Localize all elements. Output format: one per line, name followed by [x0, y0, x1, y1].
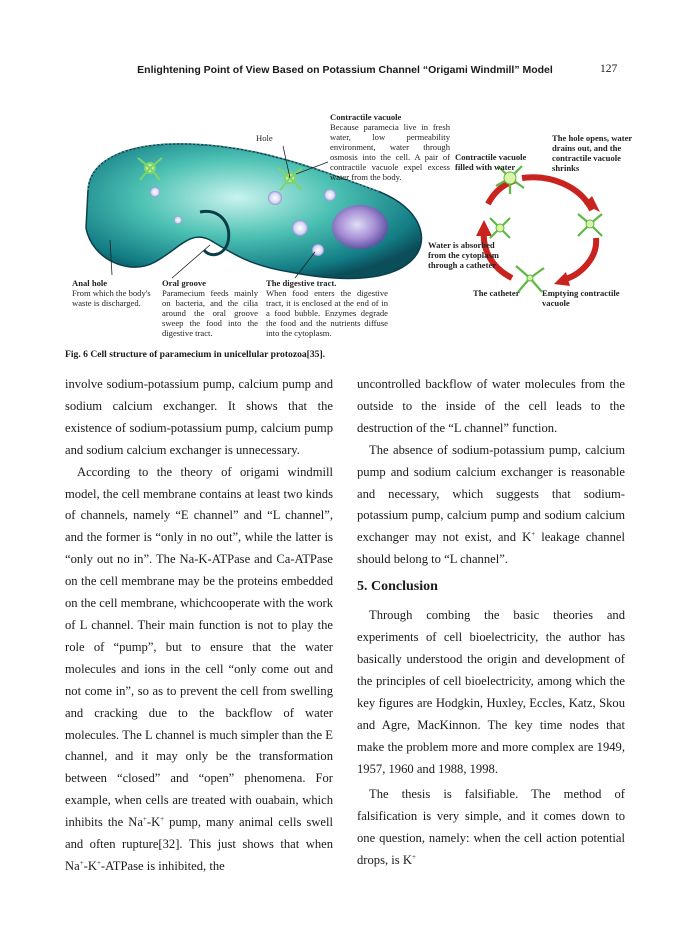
label-digestive-tract [266, 278, 388, 338]
label-anal-hole [72, 278, 160, 308]
figure-caption: Fig. 6 Cell structure of paramecium in unicellular protozoa[35]. [65, 349, 326, 360]
label-digestive-text: When food enters the digestive tract, it is enclosed at the end of in a food bubble. Enzymes degrade the food and the nutrients diffuse into the cytoplasm. [266, 288, 388, 338]
paragraph: The thesis is falsifiable. The method of falsification is very simple, and it comes down to one question, namely: when the cell action potential drops, is K+ [357, 787, 625, 868]
right-column [357, 374, 625, 872]
paragraph: The absence of sodium-potassium pump, calcium pump and sodium calcium exchanger is reasonable and necessary, which suggests that sodium-potassium pump, calcium pump and sodium calcium exchanger may not exist, and K+ leakage channel should belong to “L channel”. [357, 442, 625, 567]
label-oral-groove [162, 278, 258, 338]
label-contractile-title: Contractile vacuole [330, 112, 402, 122]
macronucleus [332, 205, 388, 249]
vacuole-cycle-diagram [476, 166, 602, 292]
label-catheter: The catheter [473, 288, 520, 298]
paragraph: uncontrolled backflow of water molecules from the outside to the inside of the cell leads to the destruction of the “L channel” function. [357, 377, 625, 435]
label-contractile-vacuole [330, 112, 450, 182]
label-contractile-text: Because paramecia live in fresh water, low permeability environment, water through osmosis into the cell. A pair of contractile vacuole expel excess water from the body. [330, 122, 450, 182]
label-digestive-title: The digestive tract. [266, 278, 337, 288]
paragraph: According to the theory of origami windmill model, the cell membrane contains at least two kinds of channels, namely “E channel” and “L channel”, and the former is “only in no out”, while the latter is “only out no in”. The Na-K-ATPase and Ca-ATPase on the cell membrane may be the proteins embedded on the cell membrane, whichcooperate with the work of L channel. Their main function is not to play the role of “pump”, but to ensure that the water molecules and ions in the cell “only come out and not come in”, so as to prevent the cell from swelling and cracking due to the backflow of water molecules. The L channel is much simpler than the E channel, and it may only be the transformation between “closed” and “open” phenomena. For example, when cells are treated with ouabain, which inhibits the Na+-K+ pump, many animal cells swell and often rupture[32]. This just shows that when Na+-K+-ATPase is inhibited, the [65, 464, 333, 873]
label-hole-opens: The hole opens, water drains out, and the contractile vacuole shrinks [552, 133, 633, 173]
label-oral-title: Oral groove [162, 278, 206, 288]
label-hole: Hole [256, 133, 273, 143]
section-heading: 5. Conclusion [357, 579, 438, 595]
paragraph: Through combing the basic theories and experiments of cell bioelectricity, the author has basically understood the origin and development of the principles of cell bioelectricity, among which the key figures are Hodgkin, Huxley, Eccles, Katz, Skou and Agre, MacKinnon. The key time nodes that make the problem more and more complex are 1949, 1957, 1960 and 1988, 1998. [357, 608, 625, 776]
label-anal-title: Anal hole [72, 278, 108, 288]
label-water-absorbed: Water is absorbed from the cytoplasm through a catheter [428, 240, 499, 270]
label-oral-text: Paramecium feeds mainly on bacteria, and the cilia around the oral groove sweep the food into the digestive tract. [162, 288, 258, 338]
left-column [65, 374, 333, 878]
label-anal-text: From which the body's waste is discharged. [72, 288, 151, 308]
label-filled: Contractile vacuole filled with water [455, 152, 527, 172]
paragraph: involve sodium-potassium pump, calcium pump and sodium calcium exchanger. It shows that the existence of sodium-potassium pump, calcium pump and sodium calcium exchanger is unnecessary. [65, 377, 333, 457]
paramecium-figure [60, 100, 635, 350]
page-number: 127 [600, 63, 618, 75]
running-header-title: Enlightening Point of View Based on Potassium Channel “Origami Windmill” Model [137, 64, 553, 76]
label-emptying: Emptying contractile vacuole [542, 288, 620, 308]
